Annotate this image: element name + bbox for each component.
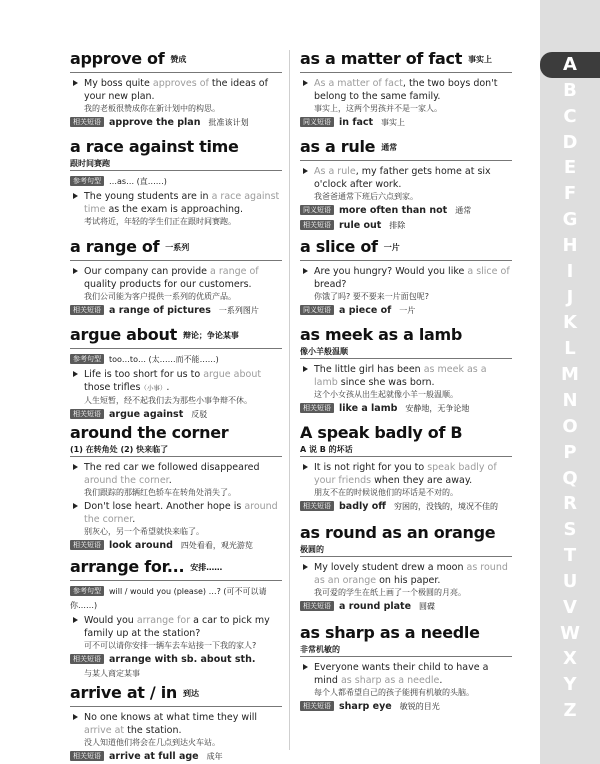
- arrow-icon: [303, 80, 308, 86]
- entry-rule: [70, 706, 282, 707]
- entry-rule: [70, 170, 282, 171]
- example-sentence: Would you arrange for a car to pick my family up at the station? 可不可以请你安排一辆车去车站接一下我的家人?: [70, 614, 282, 651]
- synonym-phrase: 同义短语 more often than not 通常: [300, 204, 512, 218]
- index-letter-w[interactable]: W: [560, 622, 580, 644]
- index-letter-p[interactable]: P: [563, 441, 577, 463]
- index-letter-x[interactable]: X: [563, 648, 577, 670]
- entry-meaning: 非常机敏的: [300, 645, 340, 654]
- entry-a-speak-badly-of-b: [300, 422, 512, 514]
- entry-rule: [300, 72, 512, 73]
- index-letter-v[interactable]: V: [563, 596, 577, 618]
- related-phrase: 相关短语 rule out 排除: [300, 219, 512, 233]
- index-letter-c[interactable]: C: [563, 105, 577, 127]
- example-translation: 我们跟踪的那辆红色轿车在转角处消失了。: [84, 488, 236, 497]
- example-sentence: My lovely student drew a moon as round as an orange on his paper. 我可爱的学生在纸上画了一个极圆的月亮。: [300, 561, 512, 598]
- example-sentence: The young students are in a race against time as the exam is approaching. 考试将近，年轻的学生们正在跟时间赛跑。: [70, 190, 282, 227]
- index-letter-i[interactable]: I: [566, 260, 574, 282]
- sentence-pattern: 参考句型 …as… (直……): [70, 175, 282, 189]
- related-phrase-translation: 与某人商定某事: [84, 669, 140, 678]
- example-translation: 我可爱的学生在纸上画了一个极圆的月亮。: [314, 588, 466, 597]
- entry-headword: a range of 一系列: [70, 237, 190, 256]
- example-sentence: Don't lose heart. Another hope is around the corner. 别灰心，另一个希望就快来临了。: [70, 500, 282, 537]
- example-translation: 别灰心，另一个希望就快来临了。: [84, 527, 204, 536]
- index-letter-y[interactable]: Y: [563, 674, 577, 696]
- entry-meaning: 极圆的: [300, 545, 324, 554]
- example-sentence: The red car we followed disappeared around the corner. 我们跟踪的那辆红色轿车在转角处消失了。: [70, 461, 282, 498]
- index-letter-k[interactable]: K: [563, 312, 577, 334]
- entry-argue-about: [70, 324, 282, 422]
- synonym-phrase: 同义短语 a piece of 一片: [300, 304, 512, 318]
- example-sentence: Life is too short for us to argue about those trifles（小事）. 人生短暂，经不起我们去为那些小事争辩不休。: [70, 368, 282, 406]
- entry-rule: [300, 358, 512, 359]
- index-letter-e[interactable]: E: [563, 157, 577, 179]
- example-translation: 你饿了吗? 要不要来一片面包呢?: [314, 292, 430, 301]
- example-sentence: The little girl has been as meek as a lamb since she was born. 这个小女孩从出生起就像小羊一般温顺。: [300, 363, 512, 400]
- entry-as-round-as-an-orange: [300, 522, 512, 614]
- index-letter-b[interactable]: B: [563, 79, 577, 101]
- example-sentence: Are you hungry? Would you like a slice of bread? 你饿了吗? 要不要来一片面包呢?: [300, 265, 512, 302]
- entry-rule: [70, 72, 282, 73]
- index-letter-a[interactable]: A: [540, 52, 600, 78]
- example-translation: 这个小女孩从出生起就像小羊一般温顺。: [314, 390, 458, 399]
- example-sentence: Our company can provide a range of quality products for our customers. 我们公司能为客户提供一系列的优质产品。: [70, 265, 282, 302]
- example-translation: 考试将近，年轻的学生们正在跟时间赛跑。: [84, 217, 236, 226]
- arrow-icon: [73, 193, 78, 199]
- arrow-icon: [303, 464, 308, 470]
- entry-rule: [300, 456, 512, 457]
- entry-headword: a slice of 一片: [300, 237, 400, 256]
- entry-meaning: 像小羊般温顺: [300, 347, 348, 356]
- arrow-icon: [73, 714, 78, 720]
- entry-arrange-for: [70, 556, 282, 679]
- index-letter-z[interactable]: Z: [563, 700, 577, 722]
- arrow-icon: [303, 168, 308, 174]
- example-translation: 朋友不在的时候说他们的坏话是不对的。: [314, 488, 458, 497]
- entry-as-a-matter-of-fact: [300, 48, 512, 130]
- entry-rule: [300, 656, 512, 657]
- example-translation: 每个人都希望自己的孩子能拥有机敏的头脑。: [314, 688, 474, 697]
- example-translation: 可不可以请你安排一辆车去车站接一下我的家人?: [84, 641, 257, 650]
- arrow-icon: [303, 664, 308, 670]
- related-phrase: 相关短语 arrange with sb. about sth.: [70, 653, 282, 667]
- related-phrase: 相关短语 like a lamb 安静地，无争论地: [300, 402, 512, 416]
- index-letter-u[interactable]: U: [562, 570, 578, 592]
- entry-headword: A speak badly of B: [300, 423, 463, 442]
- arrow-icon: [303, 366, 308, 372]
- arrow-icon: [73, 371, 78, 377]
- sentence-pattern: 参考句型 too…to… (太……而不能……): [70, 353, 282, 367]
- thumb-index: [540, 52, 600, 724]
- entry-headword: around the corner: [70, 423, 229, 442]
- index-letter-l[interactable]: L: [564, 338, 576, 360]
- entry-meaning: 跟时间赛跑: [70, 159, 110, 168]
- related-phrase: 相关短语 approve the plan 批准该计划: [70, 116, 282, 130]
- entry-rule: [300, 556, 512, 557]
- index-letter-q[interactable]: Q: [562, 467, 578, 489]
- arrow-icon: [73, 80, 78, 86]
- index-letter-h[interactable]: H: [562, 234, 578, 256]
- entry-headword: approve of 赞成: [70, 49, 187, 68]
- arrow-icon: [73, 503, 78, 509]
- example-sentence: No one knows at what time they will arrive at the station. 没人知道他们将会在几点到达火车站。: [70, 711, 282, 748]
- example-sentence: Everyone wants their child to have a mind as sharp as a needle. 每个人都希望自己的孩子能拥有机敏的头脑。: [300, 661, 512, 698]
- related-phrase: 相关短语 arrive at full age 成年: [70, 750, 282, 764]
- arrow-icon: [73, 617, 78, 623]
- entry-headword: as meek as a lamb: [300, 325, 463, 344]
- example-translation: 没人知道他们将会在几点到达火车站。: [84, 738, 220, 747]
- index-letter-d[interactable]: D: [562, 131, 578, 153]
- related-phrase: 相关短语 a round plate 圆碟: [300, 600, 512, 614]
- related-phrase: 相关短语 a range of pictures 一系列图片: [70, 304, 282, 318]
- column-divider: [289, 50, 290, 750]
- entry-meaning: (1) 在转角处 (2) 快来临了: [70, 445, 169, 454]
- entry-a-race-against-time: [70, 136, 282, 229]
- sentence-pattern: 参考句型 will / would you (please) …? (可不可以请你……): [70, 587, 267, 610]
- index-letter-g[interactable]: G: [562, 209, 578, 231]
- index-letter-o[interactable]: O: [562, 415, 578, 437]
- entry-rule: [300, 260, 512, 261]
- entry-approve-of: [70, 48, 282, 130]
- entry-arrive-at-in: [70, 682, 282, 764]
- index-letter-j[interactable]: J: [566, 286, 574, 308]
- entry-rule: [70, 456, 282, 457]
- example-translation: 我们公司能为客户提供一系列的优质产品。: [84, 292, 236, 301]
- example-sentence: It is not right for you to speak badly of your friends when they are away. 朋友不在的时候说他们的坏话是不对的。: [300, 461, 512, 498]
- entry-headword: arrange for... 安排……: [70, 557, 223, 576]
- example-translation: 我的老板很赞成你在新计划中的构思。: [84, 104, 220, 113]
- arrow-icon: [73, 464, 78, 470]
- arrow-icon: [73, 268, 78, 274]
- entry-headword: a race against time: [70, 137, 239, 156]
- entry-a-range-of: [70, 236, 282, 318]
- arrow-icon: [303, 268, 308, 274]
- arrow-icon: [303, 564, 308, 570]
- example-translation: 人生短暂，经不起我们去为那些小事争辩不休。: [84, 396, 252, 405]
- example-translation: 事实上，这两个男孩并不是一家人。: [314, 104, 442, 113]
- entry-headword: as round as an orange: [300, 523, 496, 542]
- entry-headword: arrive at / in 到达: [70, 683, 200, 702]
- index-letter-f[interactable]: F: [563, 183, 577, 205]
- index-letter-r[interactable]: R: [563, 493, 577, 515]
- entry-as-sharp-as-a-needle: [300, 622, 512, 714]
- entry-headword: as sharp as a needle: [300, 623, 480, 642]
- synonym-phrase: 同义短语 in fact 事实上: [300, 116, 512, 130]
- example-sentence: My boss quite approves of the ideas of your new plan. 我的老板很赞成你在新计划中的构思。: [70, 77, 282, 114]
- index-letter-t[interactable]: T: [563, 545, 577, 567]
- related-phrase: 相关短语 look around 四处看看，观光游览: [70, 539, 282, 553]
- entry-rule: [300, 160, 512, 161]
- index-letter-n[interactable]: N: [562, 389, 578, 411]
- entry-rule: [70, 348, 282, 349]
- entry-headword: argue about 辩论；争论某事: [70, 325, 239, 344]
- entry-as-a-rule: [300, 136, 512, 233]
- index-letter-s[interactable]: S: [563, 519, 577, 541]
- entry-as-meek-as-a-lamb: [300, 324, 512, 416]
- example-translation: 我爸爸通常下班后六点到家。: [314, 192, 418, 201]
- entry-headword: as a matter of fact 事实上: [300, 49, 493, 68]
- related-phrase: 相关短语 argue against 反驳: [70, 408, 282, 422]
- related-phrase: 相关短语 badly off 穷困的，没钱的，境况不佳的: [300, 500, 512, 514]
- entry-meaning: A 说 B 的坏话: [300, 445, 353, 454]
- entry-rule: [70, 580, 282, 581]
- index-letter-m[interactable]: M: [561, 364, 579, 386]
- example-sentence: As a matter of fact, the two boys don't belong to the same family. 事实上，这两个男孩并不是一家人。: [300, 77, 512, 114]
- related-phrase: 相关短语 sharp eye 敏锐的目光: [300, 700, 512, 714]
- entry-a-slice-of: [300, 236, 512, 318]
- entry-headword: as a rule 通常: [300, 137, 398, 156]
- example-sentence: As a rule, my father gets home at six o'clock after work. 我爸爸通常下班后六点到家。: [300, 165, 512, 202]
- entry-rule: [70, 260, 282, 261]
- entry-around-the-corner: [70, 422, 282, 553]
